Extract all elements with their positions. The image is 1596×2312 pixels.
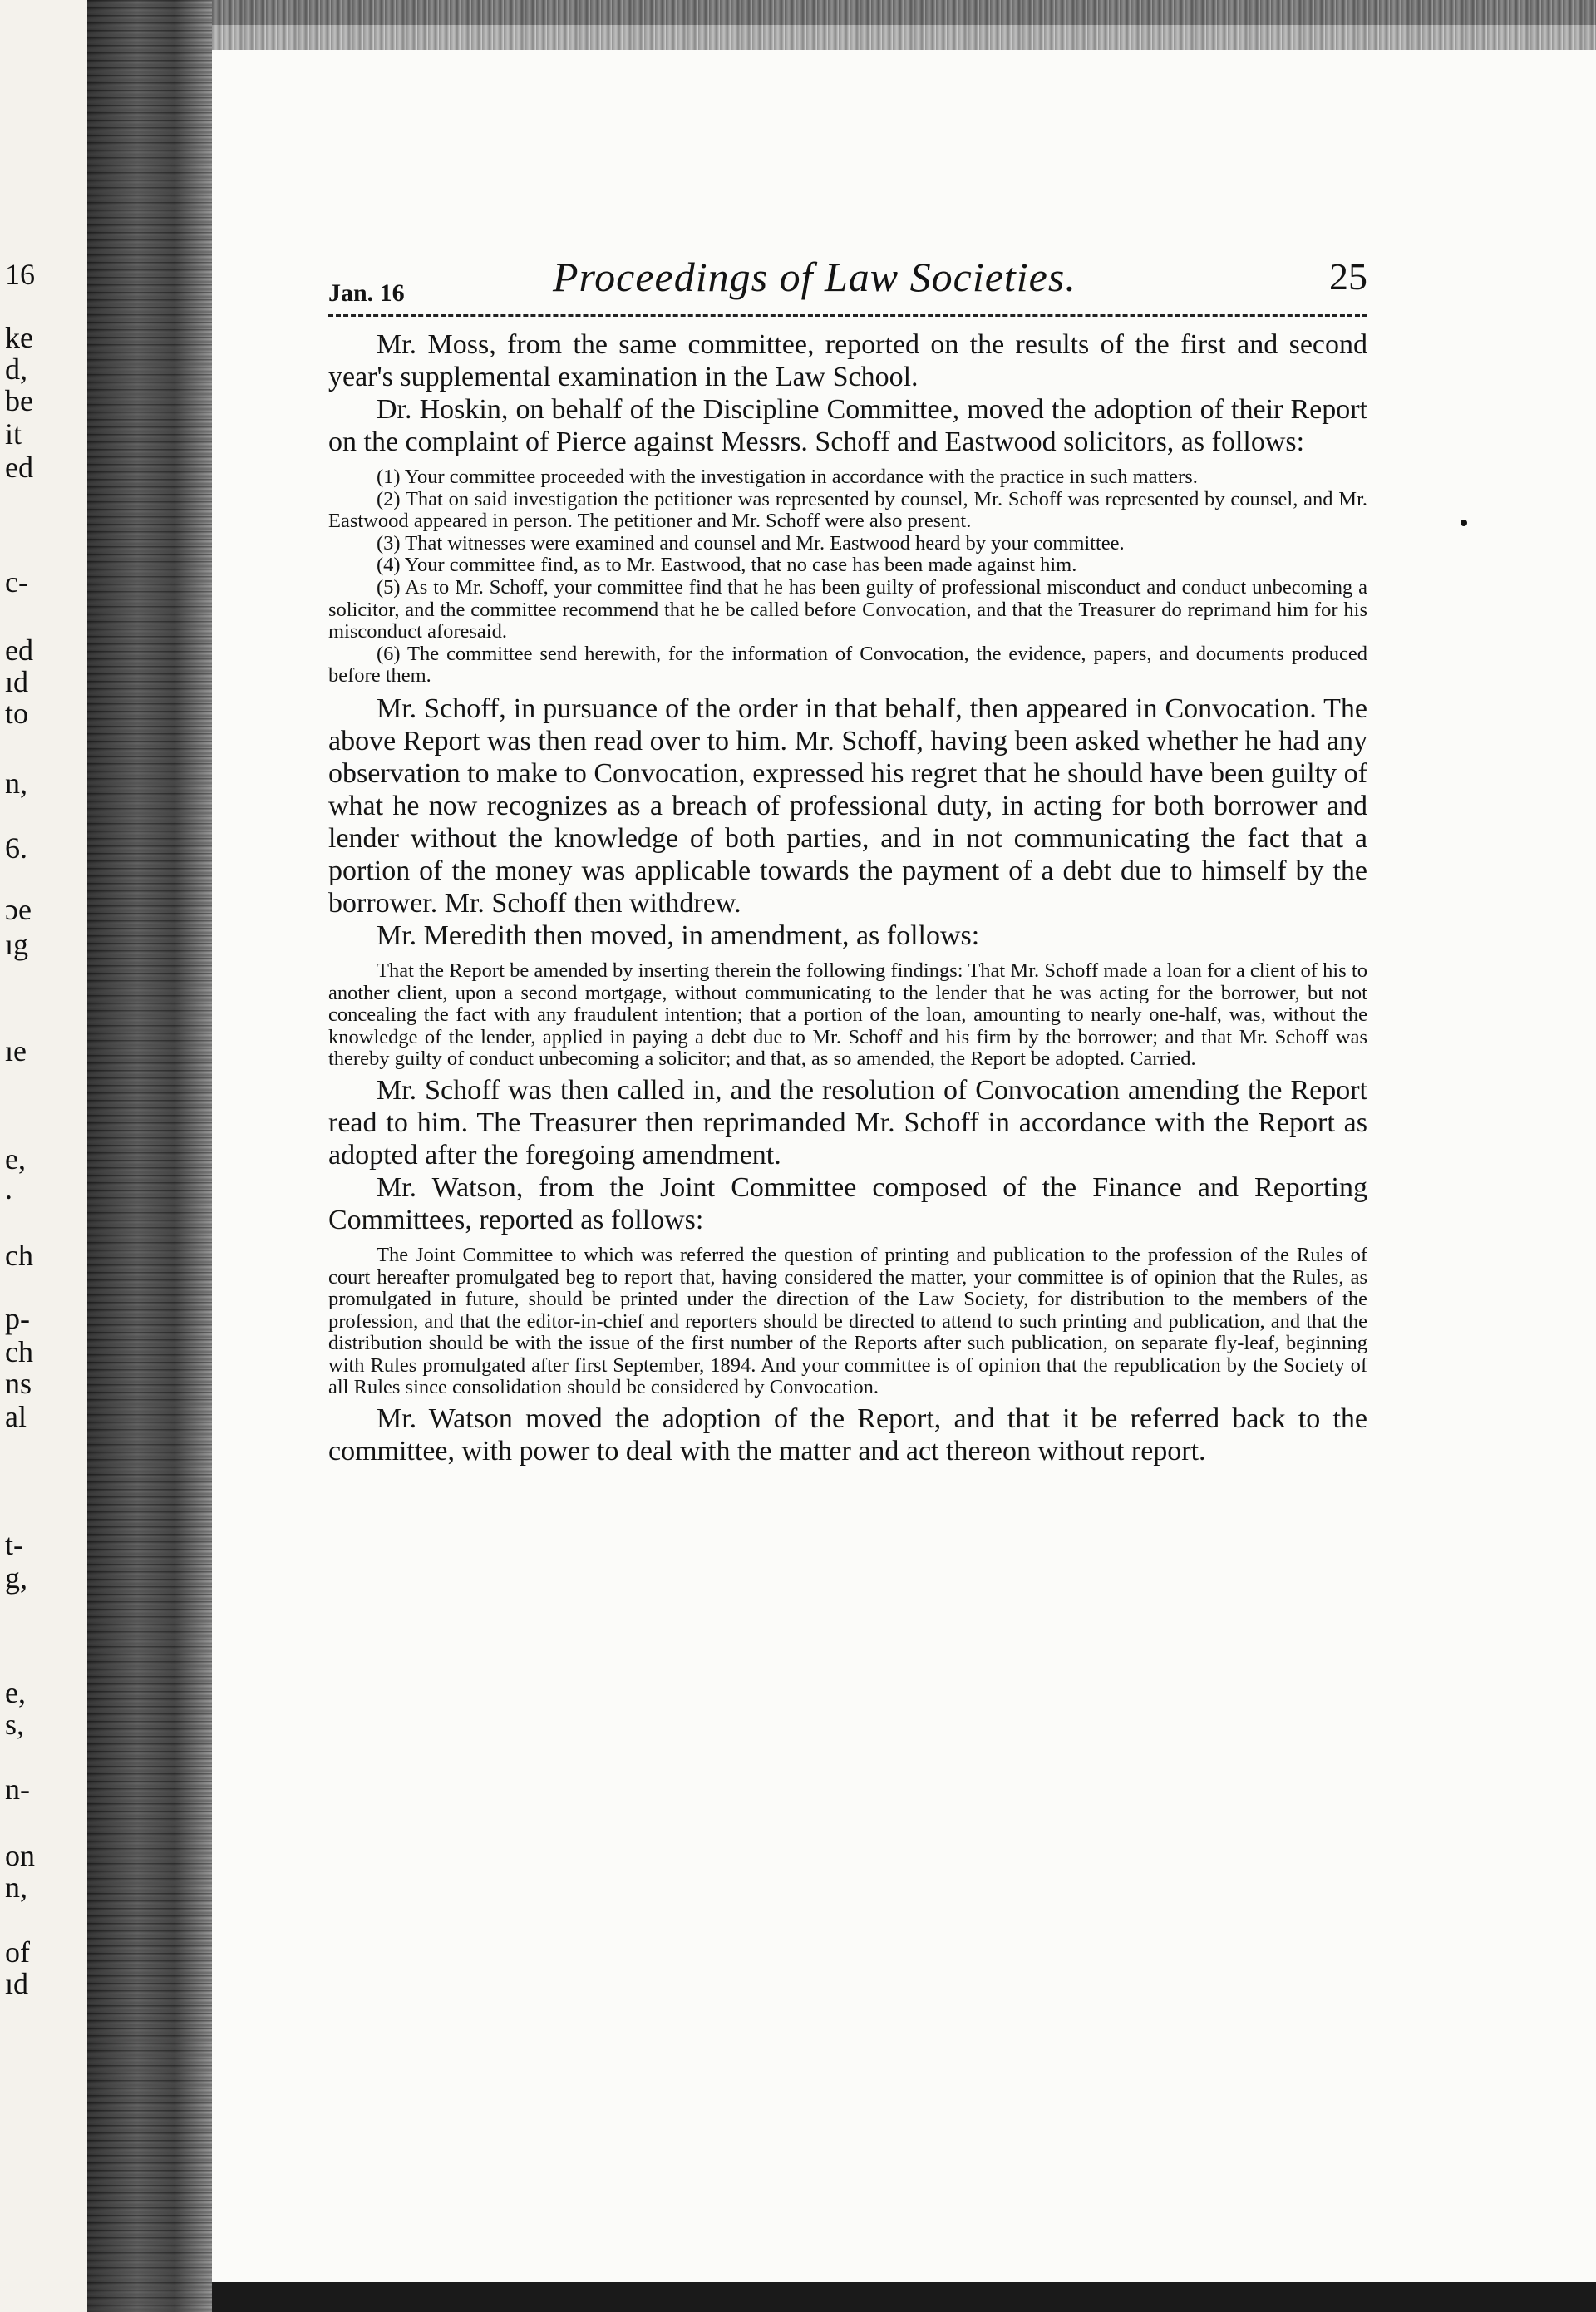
fragment: ke: [5, 321, 33, 354]
fragment: p-: [5, 1302, 30, 1335]
fragment: ıd: [5, 1967, 29, 2000]
ink-speck: [1461, 520, 1467, 526]
fragment: e,: [5, 1142, 26, 1176]
fragment: e,: [5, 1676, 26, 1709]
fragment: s,: [5, 1708, 25, 1741]
fragment: on: [5, 1839, 35, 1872]
book-gutter: [87, 0, 212, 2312]
amendment-text: That the Report be amended by inserting therein the following findings: That Mr. Schoff made a loan for a client of his to another client, upon a second mortgage, without communicating to the lender that he was acting for the borrower, but not concealing the fact with any fraudulent intention; that a portion of the loan, amounting to nearly one-half, was, without the knowledge of the lender, applied in paying a debt due to Mr. Schoff and his firm by the borrower; and that Mr. Schoff was thereby guilty of conduct unbecoming a solicitor; and that, as so amended, the Report be adopted. Carried.: [328, 959, 1367, 1071]
discipline-report-list: [328, 466, 1367, 688]
fragment: 6.: [5, 831, 27, 865]
running-head: [328, 249, 1367, 317]
fragment: ed: [5, 633, 33, 667]
fragment: ɔe: [5, 893, 32, 926]
paragraph-meredith: Mr. Meredith then moved, in amendment, as follows:: [377, 919, 980, 951]
report-item: (3) That witnesses were examined and counsel and Mr. Eastwood heard by your committee.: [377, 531, 1125, 555]
fragment: it: [5, 417, 22, 451]
fragment: ch: [5, 1239, 33, 1272]
fragment: ns: [5, 1367, 32, 1400]
fragment: ıd: [5, 665, 29, 698]
previous-page-strip: [0, 0, 87, 2312]
fragment: ch: [5, 1335, 33, 1368]
fragment: t-: [5, 1528, 23, 1561]
fragment: n,: [5, 1871, 27, 1904]
fragment: 16: [5, 258, 35, 291]
fragment: of: [5, 1935, 30, 1969]
scan-bottom-edge: [212, 2282, 1596, 2312]
paragraph-hoskin: Dr. Hoskin, on behalf of the Discipline Committee, moved the adoption of their Report on the complaint of Pierce against Messrs. Schoff and Eastwood solicitors, as follows:: [328, 394, 1367, 457]
fragment: n,: [5, 767, 27, 800]
fragment: al: [5, 1400, 27, 1433]
fragment: to: [5, 697, 29, 730]
paragraph-watson-moved: Mr. Watson moved the adoption of the Report, and that it be referred back to the committee, with power to deal with the matter and act thereon without report.: [328, 1403, 1367, 1467]
report-item: (4) Your committee find, as to Mr. Eastwood, that no case has been made against him.: [377, 554, 1077, 577]
report-item: (1) Your committee proceeded with the investigation in accordance with the practice in such matters.: [377, 466, 1198, 488]
paragraph-watson-joint: Mr. Watson, from the Joint Committee composed of the Finance and Reporting Committees, reported as follows:: [328, 1171, 1367, 1235]
fragment: be: [5, 384, 33, 417]
fragment: n-: [5, 1772, 30, 1806]
paragraph-schoff-called: Mr. Schoff was then called in, and the resolution of Convocation amending the Report read to him. The Treasurer then reprimanded Mr. Schoff in accordance with the Report as adopted after the foregoing amendment.: [328, 1074, 1367, 1171]
fragment: c-: [5, 565, 28, 599]
fragment: g,: [5, 1561, 27, 1595]
fragment: .: [5, 1172, 12, 1205]
report-item: (2) That on said investigation the petitioner was represented by counsel, Mr. Schoff was represented by counsel, and Mr. Eastwood appeared in person. The petitioner and Mr. Schoff were also present.: [328, 487, 1367, 533]
page-content: [328, 249, 1367, 1467]
page-number: 25: [1329, 255, 1367, 298]
scan-top-shadow: [212, 0, 1596, 50]
paragraph-schoff-appeared: Mr. Schoff, in pursuance of the order in that behalf, then appeared in Convocation. The above Report was then read over to him. Mr. Schoff, having been asked whether he had any observation to make to Convocation, expressed his regret that he should have been guilty of what he now recognizes as a breach of professional duty, in acting for both borrower and lender without the knowledge of both parties, and in not communicating the fact that a portion of the money was applicable towards the payment of a debt due to himself by the borrower. Mr. Schoff then withdrew.: [328, 693, 1367, 919]
fragment: ed: [5, 451, 33, 484]
report-item: (5) As to Mr. Schoff, your committee find that he has been guilty of professional misconduct and conduct unbecoming a solicitor, and the committee recommend that he be called before Convocation, and that the Treasurer do reprimand him for his misconduct aforesaid.: [328, 575, 1367, 643]
report-item: (6) The committee send herewith, for the information of Convocation, the evidence, papers, and documents produced before them.: [328, 642, 1367, 688]
header-title: Proceedings of Law Societies.: [553, 254, 1076, 300]
fragment: d,: [5, 352, 27, 386]
fragment: ıg: [5, 928, 29, 961]
header-date: Jan. 16: [328, 279, 405, 307]
body-text: [328, 328, 1367, 1467]
fragment: ıe: [5, 1034, 27, 1067]
joint-committee-report: The Joint Committee to which was referred the question of printing and publication to the profession of the Rules of court hereafter promulgated beg to report that, having considered the matter, your committee is of opinion that the Rules, as promulgated in future, should be printed under the direction of the Law Society, for distribution to the members of the profession, and that the editor-in-chief and reporters should be directed to attend to such printing and publication, and that the distribution should be with the issue of the first number of the Reports after such publication, on separate fly-leaf, beginning with Rules promulgated after first September, 1894. And your committee is of opinion that the republication by the Society of all Rules since consolidation should be considered by Convocation.: [328, 1243, 1367, 1399]
paragraph-moss: Mr. Moss, from the same committee, reported on the results of the first and second year's supplemental examination in the Law School.: [328, 329, 1367, 392]
